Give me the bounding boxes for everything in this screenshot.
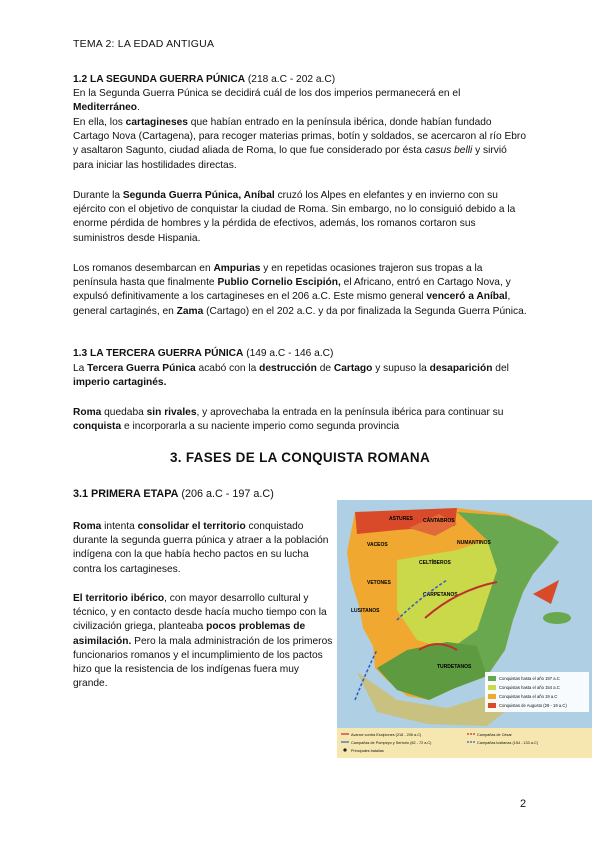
paragraph-4: Los romanos desembarcan en Ampurias y en repetidas ocasiones trajeron sus tropas a la península hasta que finalmente Publio Cornelio Escipión, el Africano, entró en Cartago Nova, y expulsó definitivamente a los cartagineses en el 206 a.C. Este mismo general venceró a Aníbal, general cartaginés, en Zama (Cartago) en el 202 a.C. y da por finalizada la Segunda Guerra Púnica. [73, 263, 527, 317]
legend-swatch-154 [488, 685, 496, 690]
map-label-vaceos: VACEOS [367, 542, 388, 548]
paragraph-6: Roma quedaba sin rivales, y aprovechaba la entrada en la península ibérica para continuar su conquista e incorporarla a su naciente imperio como segunda provincia [73, 407, 504, 433]
paragraph-8: El territorio ibérico, con mayor desarrollo cultural y técnico, y en contacto desde hacía mucho tiempo con la civilización griega, planteaba pocos problemas de asimilación. Pero la mala administración de los primeros funcionarios romanos y el incumplimiento de los pactos hizo que la resistencia de los indígenas fuera muy grande. [73, 593, 333, 690]
map-label-lusitanos: LUSITANOS [351, 608, 380, 614]
map-legend [485, 672, 589, 712]
paragraph-1: En la Segunda Guerra Púnica se decidirá cuál de los dos imperios permanecerá en el Mediterráneo. [73, 88, 461, 114]
map-label-turdetanos: TURDETANOS [437, 664, 472, 670]
legend-bottom-5: Principales batallas [351, 749, 384, 753]
paragraph-5: La Tercera Guerra Púnica acabó con la destrucción de Cartago y supuso la desaparición del imperio cartaginés. [73, 363, 509, 389]
legend-text-197: Conquistas hasta el año 197 a.C [499, 676, 560, 681]
paragraph-2: En ella, los cartagineses que habían entrado en la península ibérica, donde habían fundado Cartago Nova (Cartagena), para recoger materias primas, botín y soldados, se acercaron al río Ebro y asaltaron Sagunto, ciudad aliada de Roma, lo que fue considerado por ésta casus belli y sirvió para iniciar las hostilidades directas. [73, 117, 526, 171]
legend-bottom-2: Campañas de César [477, 733, 512, 737]
legend-text-19: Conquistas hasta el año 19 a.C [499, 694, 558, 699]
page-header: TEMA 2: LA EDAD ANTIGUA [73, 38, 215, 50]
page-number: 2 [520, 798, 527, 810]
section-1-2-title [73, 74, 335, 85]
chapter-heading: 3. FASES DE LA CONQUISTA ROMANA [169, 450, 431, 465]
legend-swatch-19 [488, 694, 496, 699]
legend-swatch-197 [488, 676, 496, 681]
map-label-cantabros: CÁNTABROS [423, 518, 455, 524]
map-label-vetones: VETONES [367, 580, 391, 586]
map-label-carpetanos: CARPETANOS [423, 592, 458, 598]
map-label-astures: ASTURES [389, 516, 413, 522]
map-legend-bottom [337, 728, 592, 758]
map-label-celtiberos: CELTÍBEROS [419, 560, 451, 566]
legend-swatch-augustus [488, 703, 496, 708]
map-balearic [543, 612, 571, 624]
section-1-3-title: 1.3 LA TERCERA GUERRA PÚNICA (149 a.C - 146 a.C) [73, 348, 334, 359]
section-title-text: 1.2 LA SEGUNDA GUERRA PÚNICA [73, 74, 246, 85]
legend-bottom-3: Campañas de Pompeyo y Sertorio (82 - 72 a.C) [351, 741, 432, 745]
paragraph-3: Durante la Segunda Guerra Púnica, Aníbal cruzó los Alpes en elefantes y en invierno con su ejército con el objetivo de conquistar la ciudad de Roma. Sin embargo, no lo consiguió debido a la enorme pérdida de hombres y la pérdida de efectivos, además, los romanos cortaron sus suministros desde Hispania. [73, 190, 516, 244]
legend-text-augustus: Conquistas de Augusto (29 - 19 a.C) [499, 703, 567, 708]
legend-bottom-1: Avance contra Escipiones (218 - 206 a.C) [351, 733, 422, 737]
legend-bottom-4: Campañas lusitanas (154 - 133 a.C) [477, 741, 538, 745]
legend-text-154: Conquistas hasta el año 154 a.C [499, 685, 560, 690]
paragraph-7: Roma intenta consolidar el territorio conquistado durante la segunda guerra púnica y atraer a la población indígena con la que había hecho pactos en su lucha contra los cartagineses. [73, 521, 329, 575]
roman-conquest-map [337, 500, 592, 758]
map-label-numantinos: NUMANTINOS [457, 540, 491, 546]
section-3-1-title: 3.1 PRIMERA ETAPA (206 a.C - 197 a.C) [73, 488, 274, 500]
section-dates: (218 a.C - 202 a.C) [245, 74, 336, 85]
